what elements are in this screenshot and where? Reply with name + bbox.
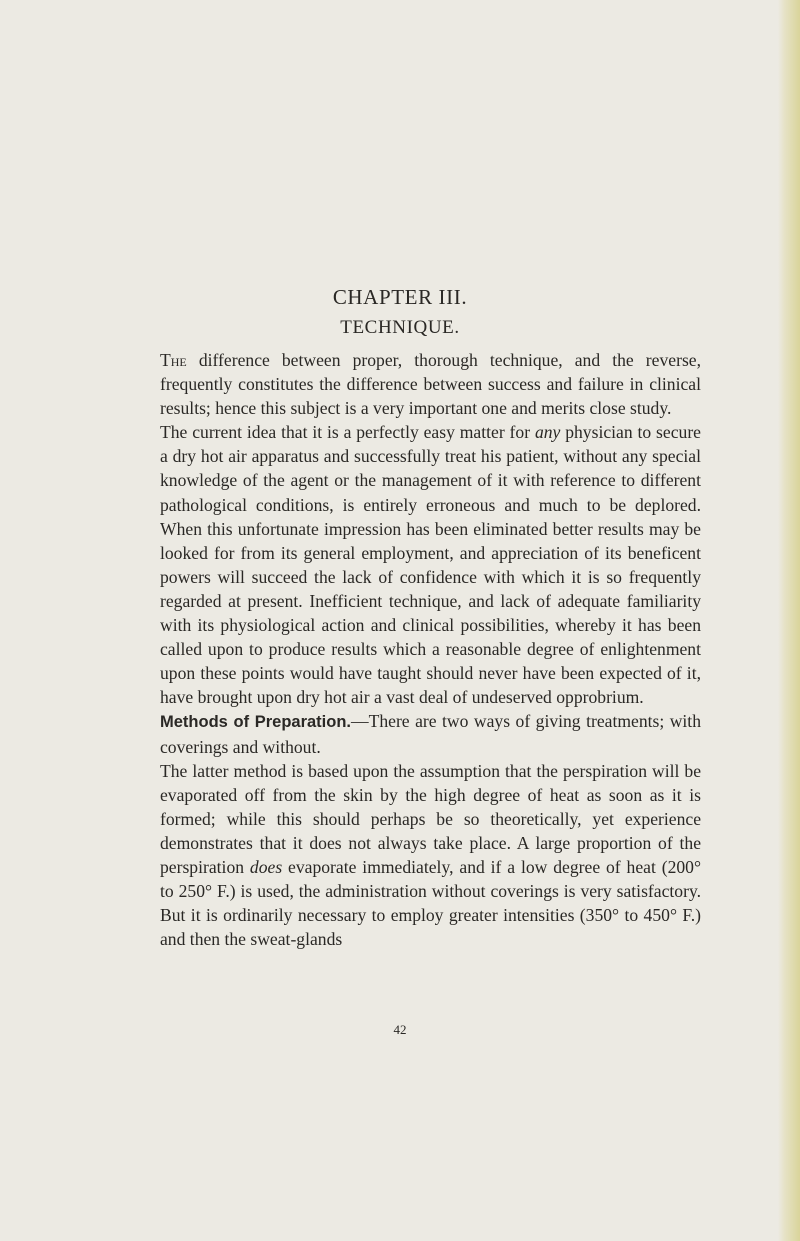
run-in-heading: Methods of Preparation. (160, 713, 351, 732)
paragraph-lead-word: The (160, 350, 187, 370)
paragraph-text: difference between proper, thorough technique, and the reverse, frequently constitutes the difference between success and failure in clinical results; hence this subject is a very important one and merits close study. (160, 350, 701, 419)
paragraph-1 (160, 348, 701, 420)
section-title: TECHNIQUE. (340, 317, 460, 338)
page-edge (778, 0, 800, 1241)
emphasis: does (249, 856, 283, 877)
paragraph-text: The latter method is based upon the assumption that the perspiration will be evaporated off from the skin by the high degree of heat as soon as it is formed; while this should perhaps be so theoretically, yet experience demonstrates that it does not always take place. A large proportion of the perspiration (160, 760, 701, 877)
paragraph-text: The current idea that it is a perfectly easy matter for (160, 422, 535, 443)
emphasis: any (534, 422, 561, 443)
paragraph-text: evaporate immediately, and if a low degree of heat (200° to 250° F.) is used, the administration without coverings is very satisfactory. But it is ordinarily necessary to employ greater intensities (350° to 450° F.) and then the sweat-glands (160, 856, 702, 950)
paragraph-4 (160, 759, 701, 952)
paragraph-2 (160, 420, 701, 709)
body-text (160, 348, 701, 951)
page-number: 42 (393, 1022, 407, 1037)
chapter-title: CHAPTER III. (332, 285, 468, 309)
paragraph-text: —There are two ways of giving treatments; with coverings and without. (160, 711, 701, 757)
paragraph-3 (160, 709, 701, 758)
paragraph-text: physician to secure a dry hot air apparatus and successfully treat his patient, without any special knowledge of the agent or the management of it with reference to different pathological conditions, is entirely erroneous and much to be deplored. When this unfortunate impression has been eliminated better results may be looked for from its general employment, and appreciation of its beneficent powers will succeed the lack of confidence with which it is so frequently regarded at present. Inefficient technique, and lack of adequate familiarity with its physiological action and clinical possibilities, whereby it has been called upon to produce results which a reasonable degree of enlightenment upon these points would have taught should never have been expected of it, have brought upon dry hot air a vast deal of undeserved opprobrium. (160, 422, 701, 708)
